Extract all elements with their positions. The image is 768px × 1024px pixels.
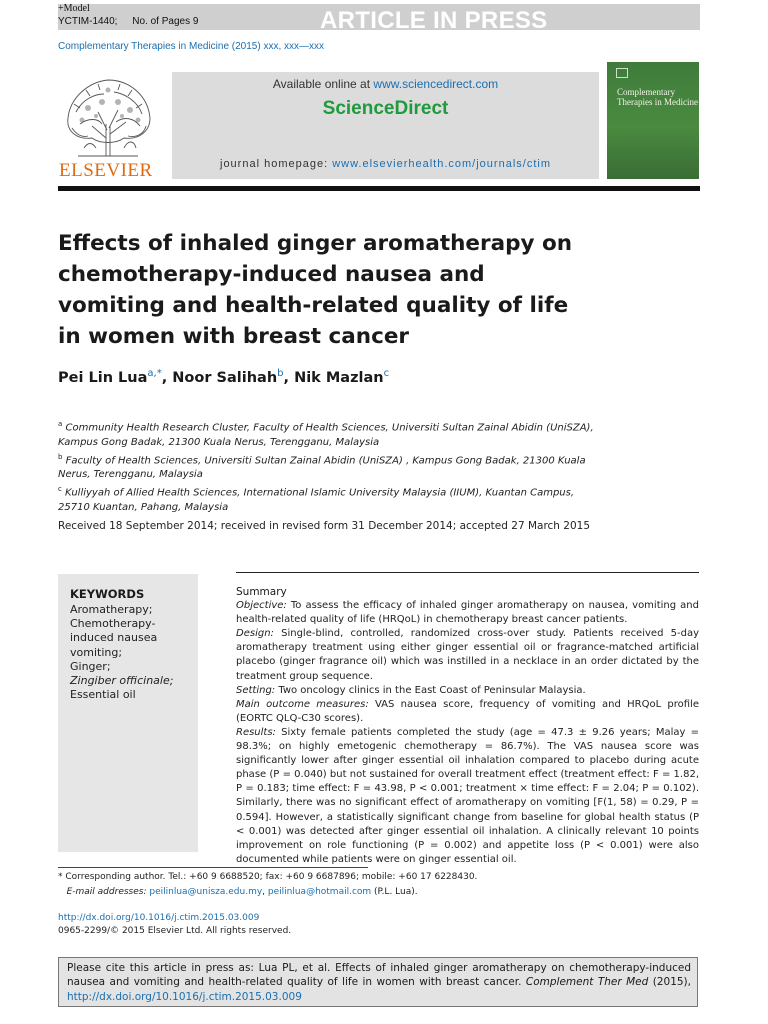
sciencedirect-link[interactable]: www.sciencedirect.com	[373, 77, 499, 91]
citation-doi-link[interactable]: http://dx.doi.org/10.1016/j.ctim.2015.03.009	[67, 990, 302, 1003]
author-name[interactable]: Pei Lin Lua	[58, 369, 148, 386]
affiliation-marker: c	[58, 485, 62, 494]
objective-text: To assess the efficacy of inhaled ginger aromatherapy on nausea, vomiting and health-related quality of life (HRQoL) in chemotherapy breast cancer patients.	[236, 600, 699, 626]
affiliation-marker: b	[58, 452, 63, 461]
email-suffix: (P.L. Lua).	[371, 886, 418, 897]
keyword-item: Chemotherapy-induced nausea vomiting;	[70, 617, 158, 659]
summary-objective	[236, 599, 699, 627]
author-name[interactable]: Nik Mazlan	[294, 369, 384, 386]
summary-setting	[236, 684, 699, 698]
results-text: Sixty female patients completed the study (age = 47.3 ± 9.26 years; Malay = 98.3%; on highly emetogenic chemotherapy = 86.7%). The VAS nausea score was significantly lower after ginger essential oil inhalation compared to placebo during acute phase (P = 0.040) but not sustained for overall treatment effect (treatment effect: F = 1.82, P = 0.183; time effect: F = 43.98, P < 0.001; treatment × time effect: F = 2.04; P = 0.102). Similarly, there was no significant effect of aromatherapy on vomiting [F(1, 58) = 0.29, P = 0.594]. However, a statistically significant change from baseline for global health status (P < 0.001) was detected after ginger essential oil inhalation. A clinically relevant 10 points improvement on role functioning (P = 0.002) and appetite loss (P < 0.001) were also documented while patients were on ginger essential oil.	[236, 726, 699, 865]
keywords-list	[70, 603, 190, 702]
affiliation-marker: a	[58, 420, 63, 428]
model-label: +Model	[58, 3, 90, 14]
email-label: E-mail addresses:	[66, 886, 147, 897]
elsevier-wordmark: ELSEVIER	[59, 160, 153, 181]
received-dates: Received 18 September 2014; received in revised form 31 December 2014; accepted 27 March 2015	[58, 520, 591, 532]
affiliations	[58, 417, 608, 515]
keyword-item: Aromatherapy;	[70, 603, 153, 616]
cover-emblem-icon	[616, 68, 628, 78]
setting-text: Two oncology clinics in the East Coast of Peninsular Malaysia.	[275, 684, 586, 696]
sciencedirect-logo[interactable]: ScienceDirect	[322, 98, 449, 119]
affiliation-text: Community Health Research Cluster, Faculty of Health Sciences, Universiti Sultan Zainal Abidin (UniSZA), Kampus Gong Badak, 21300 Kuala Nerus, Terengganu, Malaysia	[58, 422, 594, 448]
summary-heading: Summary	[236, 586, 287, 598]
footnote-rule	[58, 867, 368, 868]
summary-rule	[236, 572, 699, 573]
author-name[interactable]: Noor Salihah	[172, 369, 278, 386]
journal-citation-line[interactable]: Complementary Therapies in Medicine (2015) xxx, xxx—xxx	[58, 41, 325, 52]
available-label: Available online at	[272, 77, 374, 91]
citation-body: Please cite this article in press as: Lua PL, et al. Effects of inhaled ginger aromatherapy on chemotherapy-induced nausea and vomiting and health-related quality of life in women with breast cancer.	[67, 962, 691, 989]
citation-text	[67, 961, 691, 1004]
design-label: Design:	[236, 628, 274, 640]
doi-link[interactable]: http://dx.doi.org/10.1016/j.ctim.2015.03.009	[58, 913, 260, 923]
cover-title: Complementary Therapies in Medicine	[617, 87, 698, 107]
citation-box	[58, 957, 698, 1007]
copyright-line: 0965-2299/© 2015 Elsevier Ltd. All rights reserved.	[58, 926, 292, 936]
journal-homepage-line	[172, 158, 599, 170]
summary-results	[236, 726, 699, 867]
article-id: YCTIM-1440;	[58, 16, 118, 27]
corresponding-author-note: * Corresponding author. Tel.: +60 9 6688520; fax: +60 9 6687896; mobile: +60 17 6228430.	[58, 872, 478, 882]
keyword-item: Essential oil	[70, 688, 136, 702]
available-online-line	[172, 77, 599, 91]
results-label: Results:	[236, 726, 276, 738]
summary-measures	[236, 698, 699, 726]
page-count: No. of Pages 9	[132, 16, 199, 27]
author-list: Pei Lin Lua$^{a,*}$, Noor Salihah$^b$, Nik Mazlan$^c$	[58, 368, 390, 386]
email-separator: ,	[262, 886, 268, 897]
citation-year: (2015),	[648, 976, 691, 989]
email-link[interactable]: peilinlua@unisza.edu.my	[149, 886, 263, 897]
keyword-item: Ginger;	[70, 659, 111, 673]
homepage-label: journal homepage:	[220, 158, 333, 170]
measures-text: VAS nausea score, frequency of vomiting and HRQoL profile (EORTC QLQ-C30 scores).	[236, 698, 699, 724]
article-title: Effects of inhaled ginger aromatherapy on chemotherapy-induced nausea and vomiting and health-related quality of life in women with breast cancer	[58, 231, 573, 349]
measures-label: Main outcome measures:	[236, 698, 369, 710]
journal-homepage-link[interactable]: www.elsevierhealth.com/journals/ctim	[332, 158, 551, 170]
journal-cover-image[interactable]	[607, 62, 699, 179]
affiliation-item	[58, 482, 608, 515]
author-affiliation-marker[interactable]: b	[277, 368, 284, 379]
email-link[interactable]: peilinlua@hotmail.com	[267, 886, 372, 897]
keywords-heading: KEYWORDS	[70, 587, 145, 601]
design-text: Single-blind, controlled, randomized cross-over study. Patients received 5-day aromatherapy treatment using either ginger essential oil or fragrance-matched artificial placebo (ginger fragrance oil) which was instilled in a necklace in an order dictated by the treatment group sequence.	[236, 628, 699, 682]
affiliation-text: Faculty of Health Sciences, Universiti Sultan Zainal Abidin (UniSZA) , Kampus Gong Badak, 21300 Kuala Nerus, Terengganu, Malaysia	[58, 455, 586, 481]
author-affiliation-marker[interactable]: c	[383, 368, 390, 379]
setting-label: Setting:	[236, 684, 276, 696]
masthead-divider	[58, 186, 700, 191]
objective-label: Objective:	[236, 600, 287, 612]
footnotes	[58, 870, 698, 899]
affiliation-text: Kulliyyah of Allied Health Sciences, International Islamic University Malaysia (IIUM), Kuantan Campus, 25710 Kuantan, Pahang, Malaysia	[58, 487, 575, 513]
keyword-item: Zingiber officinale;	[70, 674, 174, 688]
keywords-box	[58, 574, 198, 852]
email-line	[58, 885, 698, 900]
article-identifiers	[58, 16, 210, 27]
author-affiliation-marker[interactable]: a,*	[147, 368, 162, 379]
masthead-box	[172, 72, 599, 179]
summary-design	[236, 627, 699, 683]
affiliation-item	[58, 417, 608, 450]
banner-text: ARTICLE IN PRESS	[320, 7, 548, 34]
affiliation-item	[58, 450, 608, 483]
doi-block	[58, 912, 291, 938]
citation-journal: Complement Ther Med	[525, 976, 649, 989]
summary-section	[236, 585, 699, 867]
